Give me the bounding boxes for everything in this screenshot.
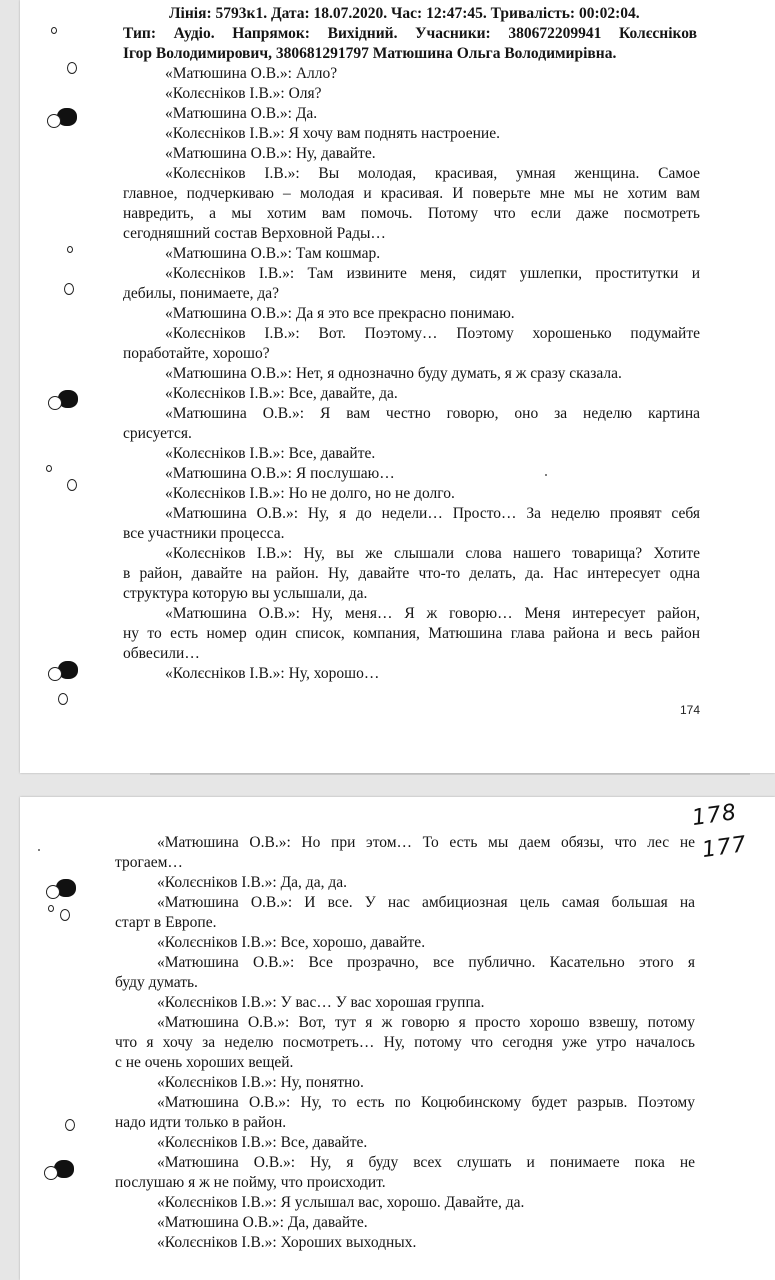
transcript-line: старт в Европе. (115, 914, 217, 931)
punch-hole-mark (56, 879, 76, 897)
punch-hole-mark (67, 246, 73, 253)
transcript-line: «Колєсніков І.В.»: Но не долго, но не долго. (165, 485, 455, 502)
transcript-line: «Колєсніков І.В.»: Вы молодая, красивая, умная женщина. Самое (165, 165, 700, 182)
punch-hole-mark (65, 1119, 75, 1131)
transcript-line: сегодняшний состав Верховной Рады… (123, 225, 386, 242)
transcript-line: трогаем… (115, 854, 183, 871)
transcript-line: «Матюшина О.В.»: Все прозрачно, все публично. Касательно этого я (157, 954, 695, 971)
transcript-line: «Матюшина О.В.»: Ну, я до недели… Просто… За неделю проявят себя (165, 505, 700, 522)
transcript-line: «Матюшина О.В.»: Да, давайте. (157, 1214, 368, 1231)
transcript-line: «Колєсніков І.В.»: Оля? (165, 85, 322, 102)
transcript-line: «Матюшина О.В.»: Нет, я однозначно буду думать, я ж сразу сказала. (165, 365, 622, 382)
transcript-line: обвесили… (123, 645, 200, 662)
transcript-line: «Колєсніков І.В.»: Я хочу вам поднять настроение. (165, 125, 500, 142)
transcript-body-page-1 (123, 64, 700, 684)
transcript-line: буду думать. (115, 974, 198, 991)
transcript-line: «Матюшина О.В.»: Ну, давайте. (165, 145, 376, 162)
transcript-line: «Колєсніков І.В.»: Все, давайте, да. (165, 385, 398, 402)
punch-hole-mark (58, 390, 78, 408)
transcript-line: «Матюшина О.В.»: Да. (165, 105, 318, 122)
punch-hole-mark (60, 909, 70, 921)
transcript-line: «Матюшина О.В.»: И все. У нас амбициозная цель самая большая на (157, 894, 695, 911)
punch-hole-mark (48, 905, 54, 912)
punch-hole-mark (67, 479, 77, 491)
transcript-line: «Колєсніков І.В.»: Все, давайте. (165, 445, 376, 462)
page-separator (150, 773, 750, 775)
transcript-line: «Матюшина О.В.»: Я послушаю… (165, 465, 395, 482)
transcript-line: «Матюшина О.В.»: Ну, то есть по Коцюбинскому будет разрыв. Поэтому (157, 1094, 695, 1111)
transcript-line: главное, подчеркиваю – молодая и красивая. И поверьте мне мы не хотим вам (123, 185, 700, 202)
transcript-line: что я хочу за неделю посмотреть… Ну, потому что сегодня уже утро началось (115, 1034, 695, 1051)
handwritten-page-number: 178 (690, 799, 739, 832)
transcript-line: поработайте, хорошо? (123, 345, 270, 362)
transcript-line: все участники процесса. (123, 525, 285, 542)
transcript-line: «Матюшина О.В.»: Ну, я буду всех слушать и понимаете пока не (157, 1154, 695, 1171)
transcript-line: навредить, а мы хотим вам помочь. Потому что если даже посмотреть (123, 205, 700, 222)
transcript-line: дебилы, понимаете, да? (123, 285, 279, 302)
transcript-line: «Матюшина О.В.»: Вот, тут я ж говорю я просто хорошо взвешу, потому (157, 1014, 695, 1031)
transcript-line: «Колєсніков І.В.»: Ну, понятно. (157, 1074, 364, 1091)
transcript-body-page-2 (115, 833, 695, 1253)
transcript-line: срисуется. (123, 425, 192, 442)
punch-hole-mark (64, 283, 74, 295)
transcript-line: «Колєсніков І.В.»: Все, хорошо, давайте. (157, 934, 426, 951)
punch-hole-mark (46, 465, 52, 472)
transcript-line: «Матюшина О.В.»: Алло? (165, 65, 338, 82)
document-page-1 (20, 0, 775, 773)
transcript-line: ну то есть номер один список, компания, Матюшина глава района и весь район (123, 625, 700, 642)
punch-hole-mark (54, 1160, 74, 1178)
transcript-line: «Колєсніков І.В.»: Хороших выходных. (157, 1234, 417, 1251)
punch-hole-mark (51, 27, 57, 34)
transcript-line: «Матюшина О.В.»: Но при этом… То есть мы даем обязы, что лес не (157, 834, 695, 851)
transcript-line: «Колєсніков І.В.»: Там извините меня, сидят ушлепки, проститутки и (165, 265, 700, 282)
transcript-line: «Матюшина О.В.»: Я вам честно говорю, оно за неделю картина (165, 405, 700, 422)
transcript-line: «Матюшина О.В.»: Там кошмар. (165, 245, 381, 262)
punch-hole-mark (58, 693, 68, 705)
handwritten-page-number: 177 (700, 831, 749, 864)
transcript-line: послушаю я ж не пойму, что происходит. (115, 1174, 386, 1191)
header-line-1: Лінія: 5793к1. Дата: 18.07.2020. Час: 12:47:45. Тривалість: 00:02:04. (169, 5, 640, 22)
scan-speck (38, 849, 40, 851)
transcript-line: «Колєсніков І.В.»: У вас… У вас хорошая группа. (157, 994, 485, 1011)
punch-hole-mark (57, 108, 77, 126)
transcript-line: «Матюшина О.В.»: Да я это все прекрасно понимаю. (165, 305, 515, 322)
transcript-line: «Колєсніков І.В.»: Я услышал вас, хорошо. Давайте, да. (157, 1194, 525, 1211)
transcript-line: структура которую вы услышали, да. (123, 585, 368, 602)
transcript-line: «Колєсніков І.В.»: Вот. Поэтому… Поэтому хорошенько подумайте (165, 325, 700, 342)
transcript-line: в район, давайте на район. Ну, давайте что-то делать, да. Нас интересует одна (123, 565, 700, 582)
punch-hole-mark (58, 661, 78, 679)
transcript-line: с не очень хороших вещей. (115, 1054, 294, 1071)
punch-hole-mark (67, 62, 77, 74)
transcript-line: «Матюшина О.В.»: Ну, меня… Я ж говорю… Меня интересует район, (165, 605, 700, 622)
transcript-line: «Колєсніков І.В.»: Все, давайте. (157, 1134, 368, 1151)
transcript-line: «Колєсніков І.В.»: Да, да, да. (157, 874, 347, 891)
transcript-line: надо идти только в район. (115, 1114, 287, 1131)
transcript-line: «Колєсніков І.В.»: Ну, вы же слышали слова нашего товарища? Хотите (165, 545, 700, 562)
page-number: 174 (680, 703, 701, 717)
document-page-2 (20, 797, 775, 1280)
header-line-2: Тип: Аудіо. Напрямок: Вихідний. Учасники: 380672209941 Колєсніков (123, 25, 697, 42)
call-metadata-header (123, 4, 697, 64)
scan-speck (545, 474, 547, 476)
header-line-3: Ігор Володимирович, 380681291797 Матюшина Ольга Володимирівна. (123, 45, 617, 62)
transcript-line: «Колєсніков І.В.»: Ну, хорошо… (165, 665, 380, 682)
